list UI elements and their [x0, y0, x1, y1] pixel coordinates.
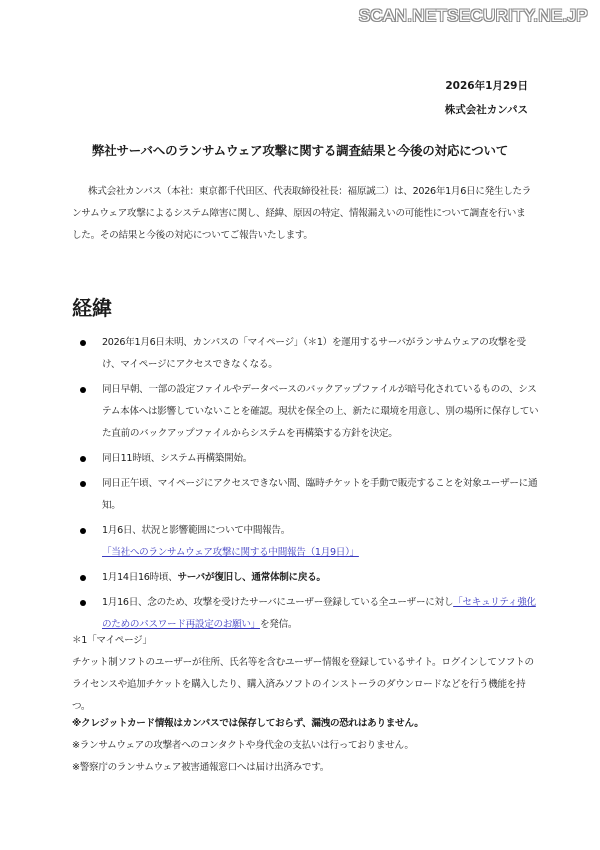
company-name: 株式会社カンパス [444, 104, 528, 116]
footnote [72, 630, 542, 718]
bullet-icon [80, 456, 86, 462]
timeline-item [72, 332, 542, 376]
note-police: ※警察庁のランサムウェア被害通報窓口へは届け出済みです。 [72, 762, 330, 773]
watermark: SCAN.NETSECURITY.NE.JP [358, 6, 588, 25]
timeline-item-text: 1月6日、状況と影響範囲について中間報告。 [102, 525, 290, 536]
note-ransom: ※ランサムウェアの攻撃者へのコンタクトや身代金の支払いは行っておりません。 [72, 740, 414, 751]
timeline-item [72, 379, 542, 445]
timeline-item [72, 448, 542, 470]
timeline-item [72, 520, 542, 564]
timeline-item-text: 同日11時頃、システム再構築開始。 [102, 453, 253, 464]
password-reset-link[interactable]: 「セキュリティ強化のためのパスワード再設定のお願い」 [102, 597, 536, 630]
interim-report-link[interactable]: 「当社へのランサムウェア攻撃に関する中間報告（1月9日）」 [102, 547, 359, 558]
timeline-item-bold-text: サーバが復旧し、通常体制に戻る。 [177, 572, 326, 583]
timeline-item-text: 同日正午頃、マイページにアクセスできない間、臨時チケットを手動で販売することを対象ユーザーに通知。 [102, 478, 538, 511]
timeline-item-text: 2026年1月6日未明、カンパスの「マイページ」（＊1）を運用するサーバがランサムウェアの攻撃を受け、マイページにアクセスできなくなる。 [102, 337, 526, 370]
bullet-icon [80, 481, 86, 487]
note-credit-card: ※クレジットカード情報はカンパスでは保存しておらず、漏洩の恐れはありません。 [72, 718, 424, 729]
timeline-item-suffix: を発信。 [260, 619, 298, 630]
document-title: 弊社サーバへのランサムウェア攻撃に関する調査結果と今後の対応について [91, 143, 509, 158]
timeline-list [72, 332, 542, 639]
timeline-item-text: 1月14日16時頃、 [102, 572, 178, 583]
bullet-icon [80, 387, 86, 393]
intro-paragraph: 株式会社カンパス（本社：東京都千代田区、代表取締役社長：福原誠二）は、2026年1月6日に発生したランサムウェア攻撃によるシステム障害に関し、経緯、原因の特定、情報漏えいの可能性について調査を行いました。その結果と今後の対応についてご報告いたします。 [72, 186, 532, 241]
timeline-item-text: 1月16日、念のため、攻撃を受けたサーバにユーザー登録している全ユーザーに対し [102, 597, 454, 608]
bullet-icon [80, 575, 86, 581]
document-meta [445, 74, 528, 122]
bullet-icon [80, 528, 86, 534]
timeline-item [72, 473, 542, 517]
document-date: 2026年1月29日 [445, 80, 528, 92]
timeline-item [72, 567, 542, 589]
footnote-text: チケット制ソフトのユーザーが住所、氏名等を含むユーザー情報を登録しているサイト。ログインしてソフトのライセンスや追加チケットを購入したり、購入済みソフトのインストーラのダウンロードなどを行う機能を持つ。 [72, 657, 534, 712]
bullet-icon [80, 600, 86, 606]
section-heading: 経緯 [72, 296, 112, 320]
footnote-label: ＊1「マイページ」 [72, 635, 152, 646]
notes [72, 713, 542, 779]
timeline-item-text: 同日早朝、一部の設定ファイルやデータベースのバックアップファイルが暗号化されているものの、システム本体へは影響していないことを確認。現状を保全の上、新たに環境を用意し、別の場所に保存していた直前のバックアップファイルからシステムを再構築する方針を決定。 [102, 384, 539, 439]
bullet-icon [80, 340, 86, 346]
